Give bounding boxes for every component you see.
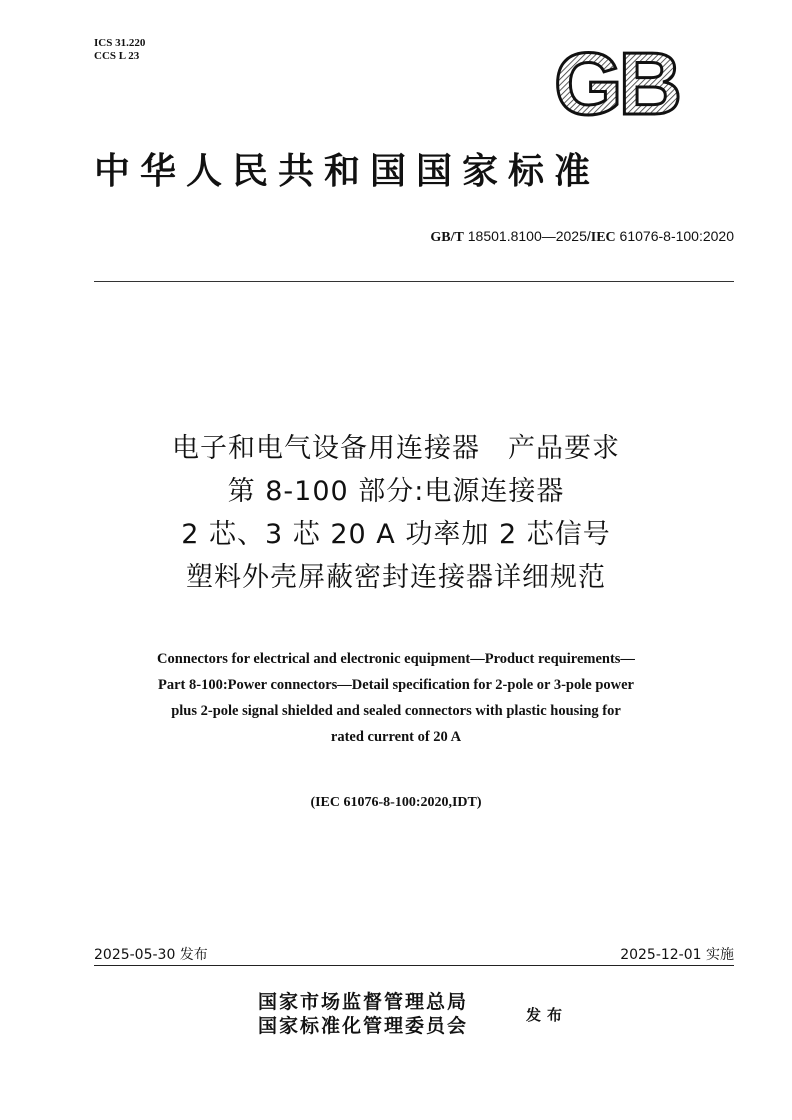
standard-prefix: GB/T [430, 230, 464, 245]
ics-code: ICS 31.220 [94, 37, 146, 49]
gb-logo-text: GB [554, 44, 678, 120]
ccs-code: CCS L 23 [94, 50, 140, 62]
chinese-title-line: 第 8-100 部分:电源连接器 [227, 476, 565, 507]
adoption-notice: (IEC 61076-8-100:2020,IDT) [310, 795, 482, 810]
iec-prefix: IEC [590, 230, 616, 245]
publish-label: 发布 [526, 1006, 569, 1024]
national-standard-title: 中华人民共和国国家标准 [94, 150, 601, 192]
english-title-line: Part 8-100:Power connectors—Detail specification for 2-pole or 3-pole power [158, 677, 634, 693]
footer-divider [94, 965, 734, 966]
standard-number-value: 18501.8100—2025/ [463, 228, 591, 244]
english-title-line: plus 2-pole signal shielded and sealed connectors with plastic housing for [171, 703, 621, 719]
issuing-authorities [258, 990, 468, 1038]
chinese-title [60, 427, 732, 599]
standard-number [430, 228, 734, 246]
issue-date: 2025-05-30 发布 [94, 947, 208, 963]
english-title [80, 646, 712, 750]
english-title-line: Connectors for electrical and electronic equipment—Product requirements— [157, 651, 635, 667]
issuer: 国家市场监督管理总局 [258, 991, 469, 1013]
issuer: 国家标准化管理委员会 [258, 1015, 469, 1037]
gb-logo-graphic [538, 44, 694, 120]
classification-codes [94, 37, 145, 63]
gb-logo [538, 44, 694, 120]
implementation-date: 2025-12-01 实施 [620, 947, 734, 963]
chinese-title-line: 塑料外壳屏蔽密封连接器详细规范 [186, 562, 606, 593]
english-title-line: rated current of 20 A [330, 729, 462, 745]
chinese-title-line: 电子和电气设备用连接器 产品要求 [172, 433, 620, 464]
iec-number-value: 61076-8-100:2020 [615, 228, 734, 244]
header-divider [94, 281, 734, 282]
chinese-title-line: 2 芯、3 芯 20 A 功率加 2 芯信号 [181, 519, 611, 550]
